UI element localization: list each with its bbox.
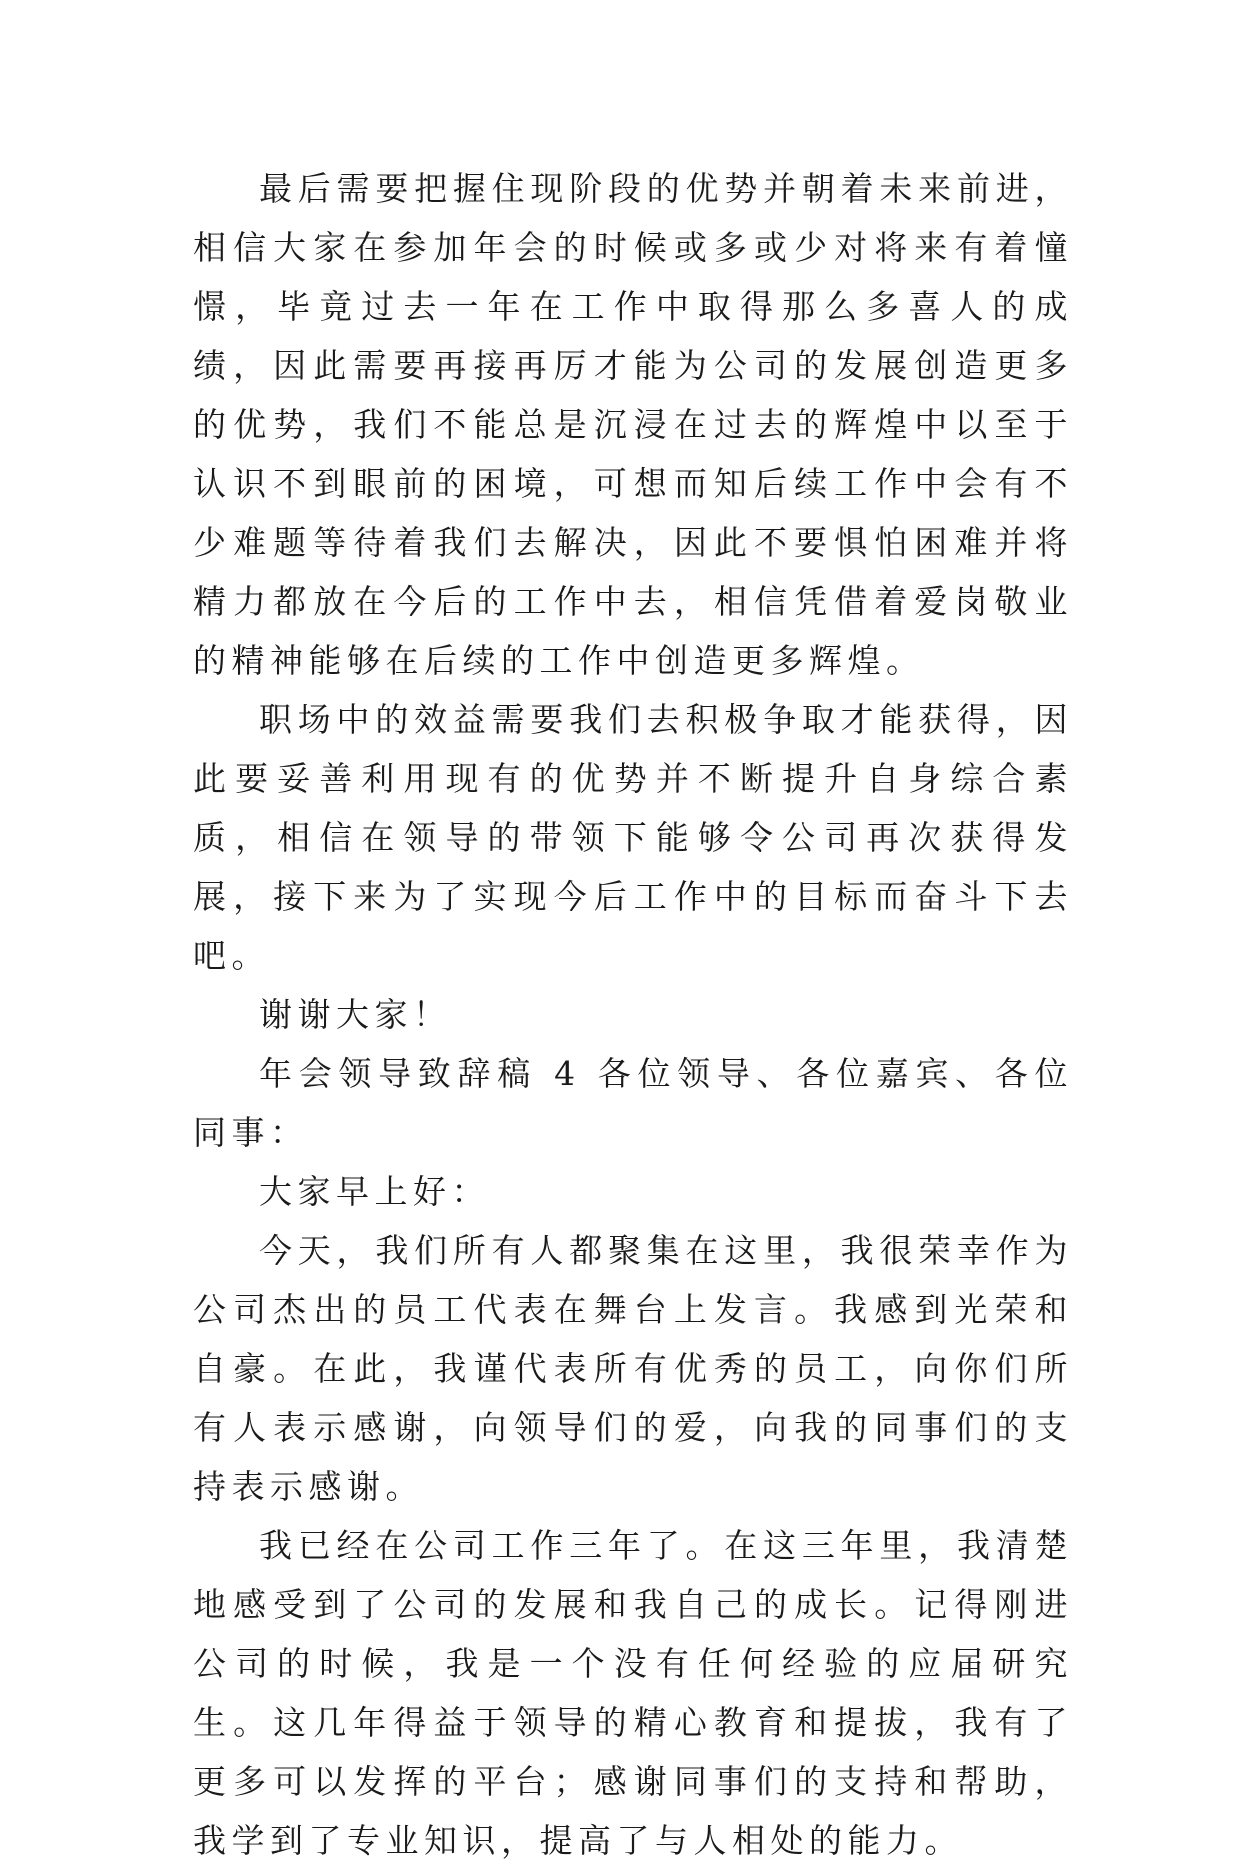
- paragraph-workplace-benefits: 职场中的效益需要我们去积极争取才能获得，因此要妥善利用现有的优势并不断提升自身综合素质，相信在领导的带领下能够令公司再次获得发展，接下来为了实现今后工作中的目标而奋斗下去吧。: [193, 700, 1073, 975]
- paragraph-thanks: 谢谢大家！: [259, 995, 452, 1034]
- paragraph-three-years: 我已经在公司工作三年了。在这三年里，我清楚地感受到了公司的发展和我自己的成长。记得刚进公司的时候，我是一个没有任何经验的应届研究生。这几年得益于领导的精心教育和提拔，我有了更多可以发挥的平台；感谢同事们的支持和帮助，我学到了专业知识，提高了与人相处的能力。: [193, 1526, 1073, 1860]
- paragraph-greeting: 大家早上好：: [259, 1172, 490, 1211]
- paragraph-looking-forward: 最后需要把握住现阶段的优势并朝着未来前进，相信大家在参加年会的时候或多或少对将来有着憧憬，毕竟过去一年在工作中取得那么多喜人的成绩，因此需要再接再厉才能为公司的发展创造更多的优势，我们不能总是沉浸在过去的辉煌中以至于认识不到眼前的困境，可想而知后续工作中会有不少难题等待着我们去解决，因此不要惧怕困难并将精力都放在今后的工作中去，相信凭借着爱岗敬业的精神能够在后续的工作中创造更多辉煌。: [193, 169, 1073, 680]
- paragraph-speech-title: 年会领导致辞稿 4 各位领导、各位嘉宾、各位同事：: [193, 1054, 1073, 1152]
- document-body: [193, 159, 1073, 1870]
- paragraph-introduction: 今天，我们所有人都聚集在这里，我很荣幸作为公司杰出的员工代表在舞台上发言。我感到光荣和自豪。在此，我谨代表所有优秀的员工，向你们所有人表示感谢，向领导们的爱，向我的同事们的支持表示感谢。: [193, 1231, 1073, 1506]
